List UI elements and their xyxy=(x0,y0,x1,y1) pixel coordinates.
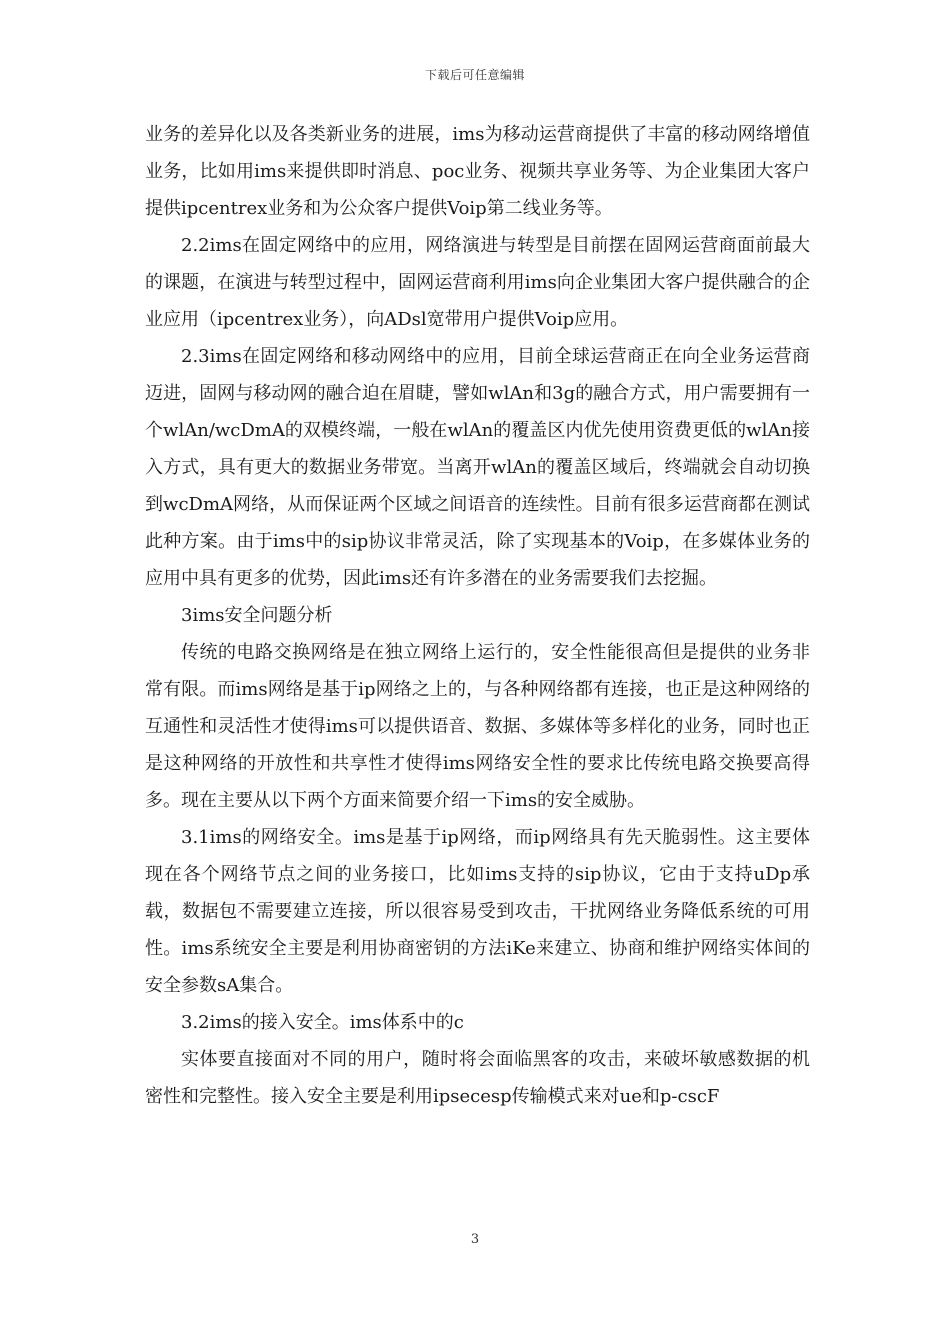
document-body xyxy=(145,116,810,1115)
section-heading-3: 3ims安全问题分析 xyxy=(181,605,333,626)
paragraph-section-2-3: 2.3ims在固定网络和移动网络中的应用，目前全球运营商正在向全业务运营商迈进，固网与移动网的融合迫在眉睫，譬如wlAn和3g的融合方式，用户需要拥有一个wlAn/wcDmA的双模终端，一般在wlAn的覆盖区内优先使用资费更低的wlAn接入方式，具有更大的数据业务带宽。当离开wlAn的覆盖区域后，终端就会自动切换到wcDmA网络，从而保证两个区域之间语音的连续性。目前有很多运营商都在测试此种方案。由于ims中的sip协议非常灵活，除了实现基本的Voip，在多媒体业务的应用中具有更多的优势，因此ims还有许多潜在的业务需要我们去挖掘。 xyxy=(145,346,810,589)
paragraph-continuation: 业务的差异化以及各类新业务的进展，ims为移动运营商提供了丰富的移动网络增值业务，比如用ims来提供即时消息、poc业务、视频共享业务等、为企业集团大客户提供ipcentrex业务和为公众客户提供Voip第二线业务等。 xyxy=(145,124,810,219)
paragraph-section-3-intro: 传统的电路交换网络是在独立网络上运行的，安全性能很高但是提供的业务非常有限。而ims网络是基于ip网络之上的，与各种网络都有连接，也正是这种网络的互通性和灵活性才使得ims可以提供语音、数据、多媒体等多样化的业务，同时也正是这种网络的开放性和共享性才使得ims网络安全性的要求比传统电路交换要高得多。现在主要从以下两个方面来简要介绍一下ims的安全威胁。 xyxy=(145,642,810,811)
page-number: 3 xyxy=(470,1232,480,1247)
paragraph-section-3-2: 3.2ims的接入安全。ims体系中的c xyxy=(181,1012,464,1033)
paragraph-section-2-2: 2.2ims在固定网络中的应用，网络演进与转型是目前摆在固网运营商面前最大的课题，在演进与转型过程中，固网运营商利用ims向企业集团大客户提供融合的企业应用（ipcentrex业务），向ADsl宽带用户提供Voip应用。 xyxy=(145,235,810,330)
paragraph-section-3-1: 3.1ims的网络安全。ims是基于ip网络，而ip网络具有先天脆弱性。这主要体现在各个网络节点之间的业务接口，比如ims支持的sip协议，它由于支持uDp承载，数据包不需要建立连接，所以很容易受到攻击，干扰网络业务降低系统的可用性。ims系统安全主要是利用协商密钥的方法iKe来建立、协商和维护网络实体间的安全参数sA集合。 xyxy=(145,827,810,996)
paragraph-section-3-2-cont: 实体要直接面对不同的用户，随时将会面临黑客的攻击，来破坏敏感数据的机密性和完整性。接入安全主要是利用ipsecesp传输模式来对ue和p-cscF xyxy=(145,1049,810,1107)
page-header: 下载后可任意编辑 xyxy=(424,68,525,82)
